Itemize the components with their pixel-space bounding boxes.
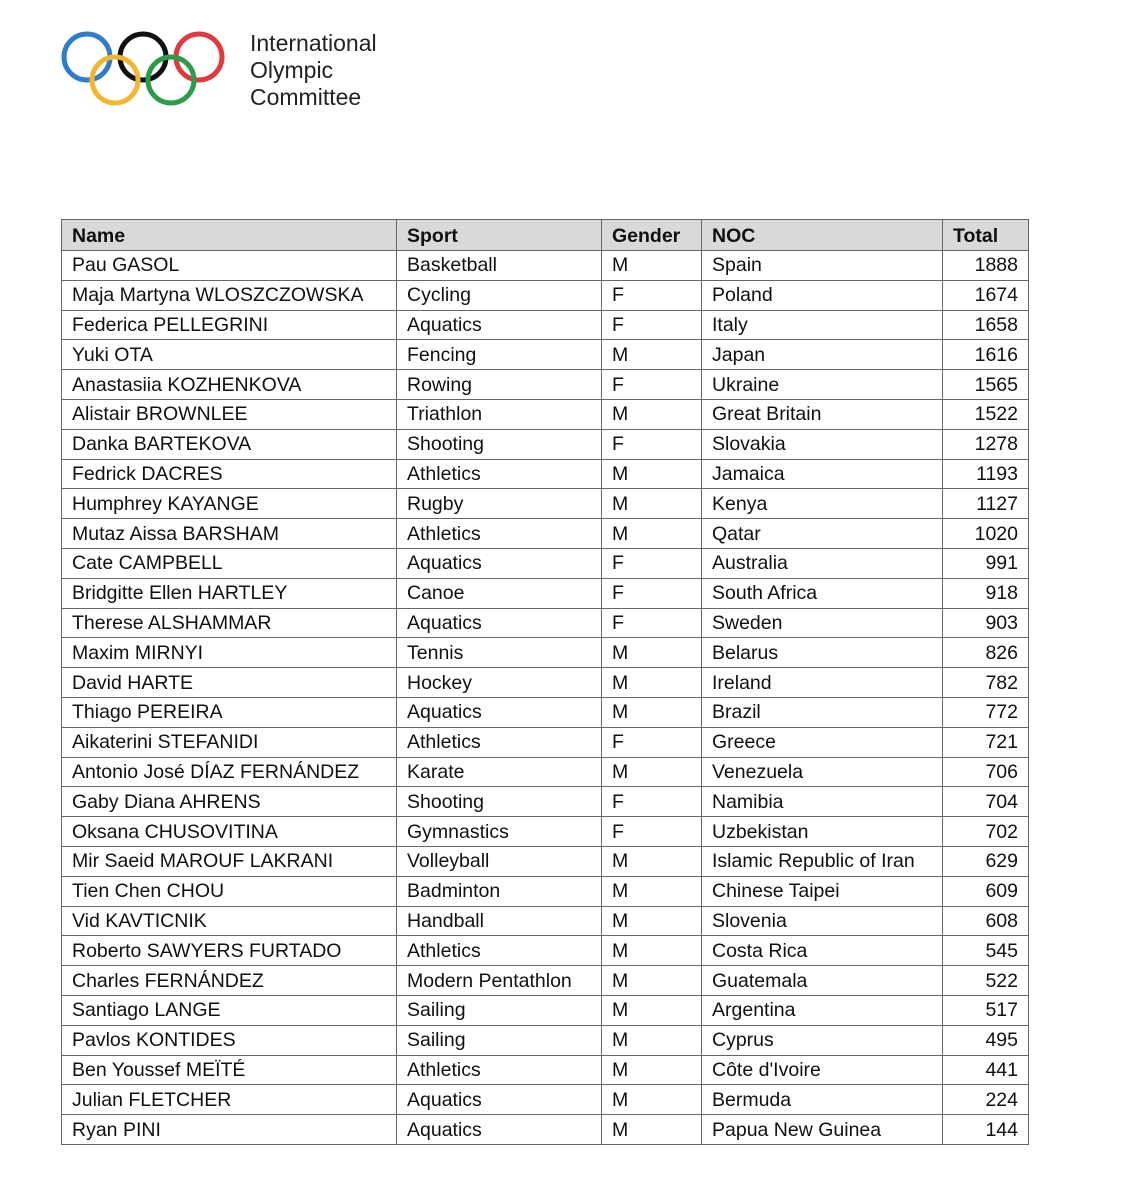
table-row xyxy=(62,876,1029,906)
column-header-sport: Sport xyxy=(397,220,602,251)
noc-cell: Papua New Guinea xyxy=(702,1115,943,1145)
total-cell: 1658 xyxy=(943,310,1029,340)
noc-cell: Italy xyxy=(702,310,943,340)
gender-cell: M xyxy=(602,1055,702,1085)
total-cell: 721 xyxy=(943,727,1029,757)
sport-cell: Handball xyxy=(397,906,602,936)
noc-cell: Great Britain xyxy=(702,399,943,429)
table-row xyxy=(62,1055,1029,1085)
noc-cell: Poland xyxy=(702,280,943,310)
gender-cell: F xyxy=(602,787,702,817)
athlete-name-cell: Pau GASOL xyxy=(62,251,397,281)
org-name-line-2: Olympic xyxy=(250,57,334,83)
noc-cell: Japan xyxy=(702,340,943,370)
table-row xyxy=(62,608,1029,638)
noc-cell: Bermuda xyxy=(702,1085,943,1115)
table-row xyxy=(62,429,1029,459)
gender-cell: F xyxy=(602,429,702,459)
noc-cell: Côte d'Ivoire xyxy=(702,1055,943,1085)
total-cell: 517 xyxy=(943,995,1029,1025)
total-cell: 704 xyxy=(943,787,1029,817)
sport-cell: Athletics xyxy=(397,936,602,966)
total-cell: 441 xyxy=(943,1055,1029,1085)
table-row xyxy=(62,370,1029,400)
total-cell: 608 xyxy=(943,906,1029,936)
noc-cell: South Africa xyxy=(702,578,943,608)
table-row xyxy=(62,578,1029,608)
table-row xyxy=(62,966,1029,996)
gender-cell: M xyxy=(602,846,702,876)
athlete-name-cell: Humphrey KAYANGE xyxy=(62,489,397,519)
total-cell: 1616 xyxy=(943,340,1029,370)
sport-cell: Triathlon xyxy=(397,399,602,429)
sport-cell: Badminton xyxy=(397,876,602,906)
athlete-name-cell: Danka BARTEKOVA xyxy=(62,429,397,459)
table-row xyxy=(62,906,1029,936)
total-cell: 903 xyxy=(943,608,1029,638)
total-cell: 522 xyxy=(943,966,1029,996)
gender-cell: F xyxy=(602,548,702,578)
athlete-name-cell: Bridgitte Ellen HARTLEY xyxy=(62,578,397,608)
sport-cell: Aquatics xyxy=(397,548,602,578)
athlete-name-cell: Oksana CHUSOVITINA xyxy=(62,817,397,847)
athlete-name-cell: Maja Martyna WLOSZCZOWSKA xyxy=(62,280,397,310)
noc-cell: Ireland xyxy=(702,668,943,698)
column-header-name: Name xyxy=(62,220,397,251)
sport-cell: Aquatics xyxy=(397,1085,602,1115)
noc-cell: Costa Rica xyxy=(702,936,943,966)
total-cell: 782 xyxy=(943,668,1029,698)
sport-cell: Athletics xyxy=(397,459,602,489)
athlete-name-cell: Fedrick DACRES xyxy=(62,459,397,489)
sport-cell: Cycling xyxy=(397,280,602,310)
table-body xyxy=(62,251,1029,1145)
gender-cell: F xyxy=(602,370,702,400)
table-row xyxy=(62,251,1029,281)
table-row xyxy=(62,489,1029,519)
sport-cell: Rugby xyxy=(397,489,602,519)
org-name-line-1: International xyxy=(250,30,377,56)
athlete-name-cell: Mir Saeid MAROUF LAKRANI xyxy=(62,846,397,876)
athlete-name-cell: Thiago PEREIRA xyxy=(62,697,397,727)
athlete-name-cell: Tien Chen CHOU xyxy=(62,876,397,906)
athlete-name-cell: Gaby Diana AHRENS xyxy=(62,787,397,817)
table-row xyxy=(62,995,1029,1025)
noc-cell: Jamaica xyxy=(702,459,943,489)
athlete-name-cell: Pavlos KONTIDES xyxy=(62,1025,397,1055)
sport-cell: Gymnastics xyxy=(397,817,602,847)
table-row xyxy=(62,280,1029,310)
sport-cell: Hockey xyxy=(397,668,602,698)
table-row xyxy=(62,459,1029,489)
total-cell: 991 xyxy=(943,548,1029,578)
total-cell: 702 xyxy=(943,817,1029,847)
table-row xyxy=(62,548,1029,578)
total-cell: 144 xyxy=(943,1115,1029,1145)
noc-cell: Namibia xyxy=(702,787,943,817)
gender-cell: F xyxy=(602,280,702,310)
gender-cell: M xyxy=(602,1025,702,1055)
gender-cell: M xyxy=(602,519,702,549)
athlete-name-cell: Antonio José DÍAZ FERNÁNDEZ xyxy=(62,757,397,787)
athlete-name-cell: Ryan PINI xyxy=(62,1115,397,1145)
gender-cell: M xyxy=(602,668,702,698)
noc-cell: Belarus xyxy=(702,638,943,668)
gender-cell: M xyxy=(602,340,702,370)
total-cell: 629 xyxy=(943,846,1029,876)
total-cell: 1020 xyxy=(943,519,1029,549)
sport-cell: Sailing xyxy=(397,995,602,1025)
sport-cell: Aquatics xyxy=(397,697,602,727)
noc-cell: Slovenia xyxy=(702,906,943,936)
athlete-name-cell: Yuki OTA xyxy=(62,340,397,370)
table-row xyxy=(62,519,1029,549)
gender-cell: M xyxy=(602,1085,702,1115)
gender-cell: M xyxy=(602,757,702,787)
table-row xyxy=(62,727,1029,757)
athlete-name-cell: Cate CAMPBELL xyxy=(62,548,397,578)
athlete-name-cell: Federica PELLEGRINI xyxy=(62,310,397,340)
sport-cell: Aquatics xyxy=(397,310,602,340)
total-cell: 545 xyxy=(943,936,1029,966)
noc-cell: Slovakia xyxy=(702,429,943,459)
gender-cell: F xyxy=(602,727,702,757)
gender-cell: M xyxy=(602,995,702,1025)
noc-cell: Uzbekistan xyxy=(702,817,943,847)
sport-cell: Modern Pentathlon xyxy=(397,966,602,996)
total-cell: 495 xyxy=(943,1025,1029,1055)
athlete-name-cell: Therese ALSHAMMAR xyxy=(62,608,397,638)
total-cell: 1193 xyxy=(943,459,1029,489)
sport-cell: Rowing xyxy=(397,370,602,400)
total-cell: 1565 xyxy=(943,370,1029,400)
noc-cell: Sweden xyxy=(702,608,943,638)
table-row xyxy=(62,1085,1029,1115)
table-row xyxy=(62,638,1029,668)
sport-cell: Basketball xyxy=(397,251,602,281)
org-name-line-3: Committee xyxy=(250,84,362,110)
column-header-noc: NOC xyxy=(702,220,943,251)
column-header-gender: Gender xyxy=(602,220,702,251)
gender-cell: M xyxy=(602,936,702,966)
gender-cell: M xyxy=(602,876,702,906)
table-row xyxy=(62,399,1029,429)
sport-cell: Tennis xyxy=(397,638,602,668)
athlete-name-cell: Charles FERNÁNDEZ xyxy=(62,966,397,996)
total-cell: 224 xyxy=(943,1085,1029,1115)
athlete-results-table xyxy=(61,219,1029,1145)
table-row xyxy=(62,936,1029,966)
noc-cell: Argentina xyxy=(702,995,943,1025)
gender-cell: M xyxy=(602,251,702,281)
noc-cell: Qatar xyxy=(702,519,943,549)
athlete-name-cell: Mutaz Aissa BARSHAM xyxy=(62,519,397,549)
noc-cell: Venezuela xyxy=(702,757,943,787)
noc-cell: Kenya xyxy=(702,489,943,519)
gender-cell: M xyxy=(602,906,702,936)
table-row xyxy=(62,846,1029,876)
table-row xyxy=(62,1115,1029,1145)
noc-cell: Chinese Taipei xyxy=(702,876,943,906)
table-header-row xyxy=(62,220,1029,251)
olympic-rings-icon xyxy=(58,30,228,110)
total-cell: 918 xyxy=(943,578,1029,608)
athlete-name-cell: Alistair BROWNLEE xyxy=(62,399,397,429)
gender-cell: M xyxy=(602,1115,702,1145)
sport-cell: Volleyball xyxy=(397,846,602,876)
sport-cell: Aquatics xyxy=(397,608,602,638)
total-cell: 1888 xyxy=(943,251,1029,281)
sport-cell: Athletics xyxy=(397,519,602,549)
table-row xyxy=(62,310,1029,340)
table-row xyxy=(62,697,1029,727)
noc-cell: Australia xyxy=(702,548,943,578)
total-cell: 772 xyxy=(943,697,1029,727)
organization-name xyxy=(250,30,377,111)
noc-cell: Ukraine xyxy=(702,370,943,400)
gender-cell: F xyxy=(602,817,702,847)
sport-cell: Athletics xyxy=(397,1055,602,1085)
noc-cell: Brazil xyxy=(702,697,943,727)
sport-cell: Canoe xyxy=(397,578,602,608)
table-row xyxy=(62,787,1029,817)
athlete-name-cell: Roberto SAWYERS FURTADO xyxy=(62,936,397,966)
gender-cell: M xyxy=(602,399,702,429)
noc-cell: Cyprus xyxy=(702,1025,943,1055)
sport-cell: Shooting xyxy=(397,787,602,817)
total-cell: 1127 xyxy=(943,489,1029,519)
gender-cell: M xyxy=(602,638,702,668)
sport-cell: Sailing xyxy=(397,1025,602,1055)
athlete-name-cell: David HARTE xyxy=(62,668,397,698)
athlete-name-cell: Vid KAVTICNIK xyxy=(62,906,397,936)
total-cell: 1522 xyxy=(943,399,1029,429)
total-cell: 706 xyxy=(943,757,1029,787)
noc-cell: Guatemala xyxy=(702,966,943,996)
noc-cell: Islamic Republic of Iran xyxy=(702,846,943,876)
gender-cell: F xyxy=(602,578,702,608)
noc-cell: Greece xyxy=(702,727,943,757)
table-row xyxy=(62,340,1029,370)
sport-cell: Athletics xyxy=(397,727,602,757)
sport-cell: Shooting xyxy=(397,429,602,459)
column-header-total: Total xyxy=(943,220,1029,251)
gender-cell: M xyxy=(602,459,702,489)
gender-cell: M xyxy=(602,489,702,519)
total-cell: 1674 xyxy=(943,280,1029,310)
total-cell: 1278 xyxy=(943,429,1029,459)
athlete-name-cell: Maxim MIRNYI xyxy=(62,638,397,668)
athlete-name-cell: Aikaterini STEFANIDI xyxy=(62,727,397,757)
table-row xyxy=(62,757,1029,787)
gender-cell: F xyxy=(602,608,702,638)
noc-cell: Spain xyxy=(702,251,943,281)
sport-cell: Fencing xyxy=(397,340,602,370)
athlete-name-cell: Anastasiia KOZHENKOVA xyxy=(62,370,397,400)
gender-cell: F xyxy=(602,310,702,340)
table-row xyxy=(62,668,1029,698)
gender-cell: M xyxy=(602,966,702,996)
gender-cell: M xyxy=(602,697,702,727)
total-cell: 609 xyxy=(943,876,1029,906)
table-row xyxy=(62,1025,1029,1055)
sport-cell: Karate xyxy=(397,757,602,787)
total-cell: 826 xyxy=(943,638,1029,668)
athlete-name-cell: Julian FLETCHER xyxy=(62,1085,397,1115)
athlete-name-cell: Santiago LANGE xyxy=(62,995,397,1025)
athlete-name-cell: Ben Youssef MEÏTÉ xyxy=(62,1055,397,1085)
table-row xyxy=(62,817,1029,847)
sport-cell: Aquatics xyxy=(397,1115,602,1145)
